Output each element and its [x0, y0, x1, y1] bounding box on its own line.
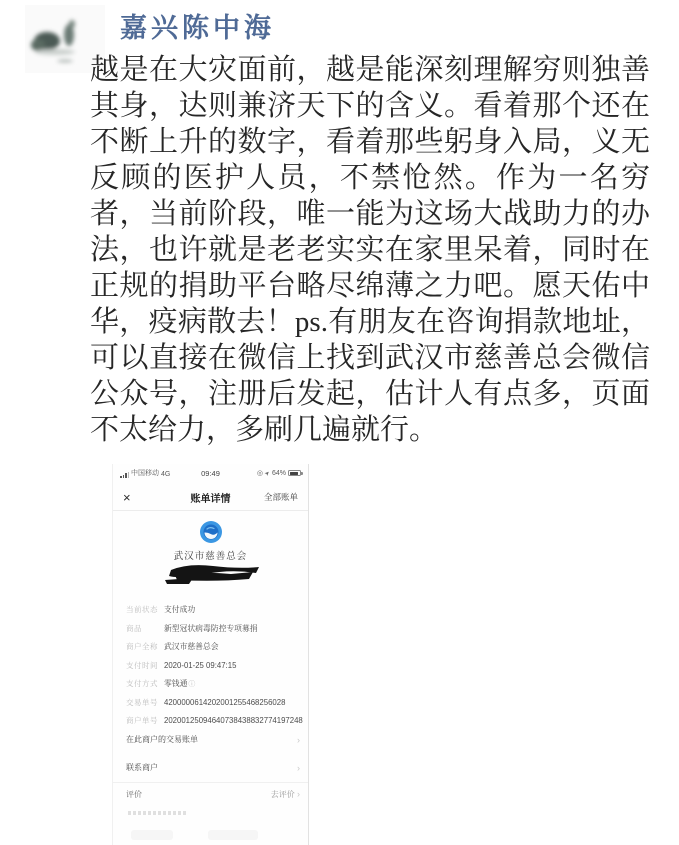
detail-label: 商户单号 [126, 716, 158, 725]
detail-value: 20200125094640738438832774197248 [164, 716, 303, 725]
detail-row-method [126, 678, 298, 689]
detail-value: 4200000614202001255468256028 [164, 697, 286, 707]
detail-row-merchant [126, 641, 298, 652]
status-bar [113, 468, 308, 478]
detail-label: 交易单号 [126, 697, 158, 707]
chevron-right-icon: › [297, 789, 300, 799]
receipt-title: 账单详情 [190, 493, 231, 505]
info-icon[interactable]: ⓘ [188, 681, 196, 688]
faint-artifact [131, 830, 173, 840]
all-bills-button[interactable]: 全部账单 [263, 492, 298, 502]
detail-row-time [126, 660, 298, 671]
rating-label: 评价 [126, 790, 142, 799]
detail-value: 支付成功 [164, 605, 196, 614]
merchant-transactions-link[interactable] [126, 734, 300, 745]
chevron-right-icon: › [297, 734, 300, 745]
detail-value: 零钱通 [164, 679, 188, 688]
author-name[interactable]: 嘉兴陈中海 [120, 13, 275, 43]
receipt-navbar [113, 484, 308, 511]
merchant-logo [113, 520, 308, 549]
contact-merchant-link[interactable] [126, 762, 300, 773]
receipt-screenshot[interactable] [112, 464, 309, 845]
faint-artifact [208, 830, 258, 840]
link-label: 在此商户的交易账单 [126, 735, 198, 744]
orientation-lock-icon: ◎ [256, 470, 263, 477]
detail-value: 新型冠状病毒防控专项募捐 [164, 623, 258, 633]
detail-value: 武汉市慈善总会 [164, 642, 219, 651]
detail-row-product [126, 623, 298, 634]
faint-footnote-text [128, 811, 186, 815]
close-icon[interactable]: × [123, 489, 131, 505]
network-label: 4G [161, 471, 171, 478]
carrier-label: 中国移动 [131, 470, 159, 477]
detail-label: 支付方式 [126, 679, 158, 688]
link-label: 联系商户 [126, 763, 158, 772]
rate-button[interactable]: 去评价 › [270, 789, 300, 799]
detail-row-transaction-no [126, 697, 298, 708]
detail-row-merchant-no [126, 715, 303, 726]
receipt-details [126, 604, 303, 734]
signal-strength-icon [120, 472, 129, 478]
detail-label: 商户全称 [126, 642, 158, 651]
location-services-icon: ➤ [263, 469, 272, 478]
detail-label: 当前状态 [126, 605, 158, 614]
detail-label: 支付时间 [126, 660, 158, 670]
rating-row [113, 782, 308, 800]
wave-logo-icon [199, 520, 223, 544]
chevron-right-icon: › [297, 762, 300, 773]
merchant-name: 武汉市慈善总会 [173, 551, 248, 562]
battery-icon [288, 470, 301, 476]
battery-percent-label: 64% [271, 469, 286, 477]
detail-row-status [126, 604, 298, 615]
detail-label: 商品 [126, 623, 142, 633]
clock-label: 09:49 [201, 468, 220, 478]
post-body-text: 越是在大灾面前，越是能深刻理解穷则独善其身，达则兼济天下的含义。看着那个还在不断上升的数字，看着那些躬身入局，义无反顾的医护人员，不禁怆然。作为一名穷者，当前阶段，唯一能为这场大战助力的办法，也许就是老老实实在家里呆着，同时在正规的捐助平台略尽绵薄之力吧。愿天佑中华，疫病散去！ps.有朋友在咨询捐款地址，可以直接在微信上找到武汉市慈善总会微信公众号，注册后发起，估计人有点多，页面不太给力，多刷几遍就行。 [90, 54, 650, 446]
redacted-amount-scribble [163, 560, 263, 593]
detail-value: 2020-01-25 09:47:15 [164, 660, 237, 670]
